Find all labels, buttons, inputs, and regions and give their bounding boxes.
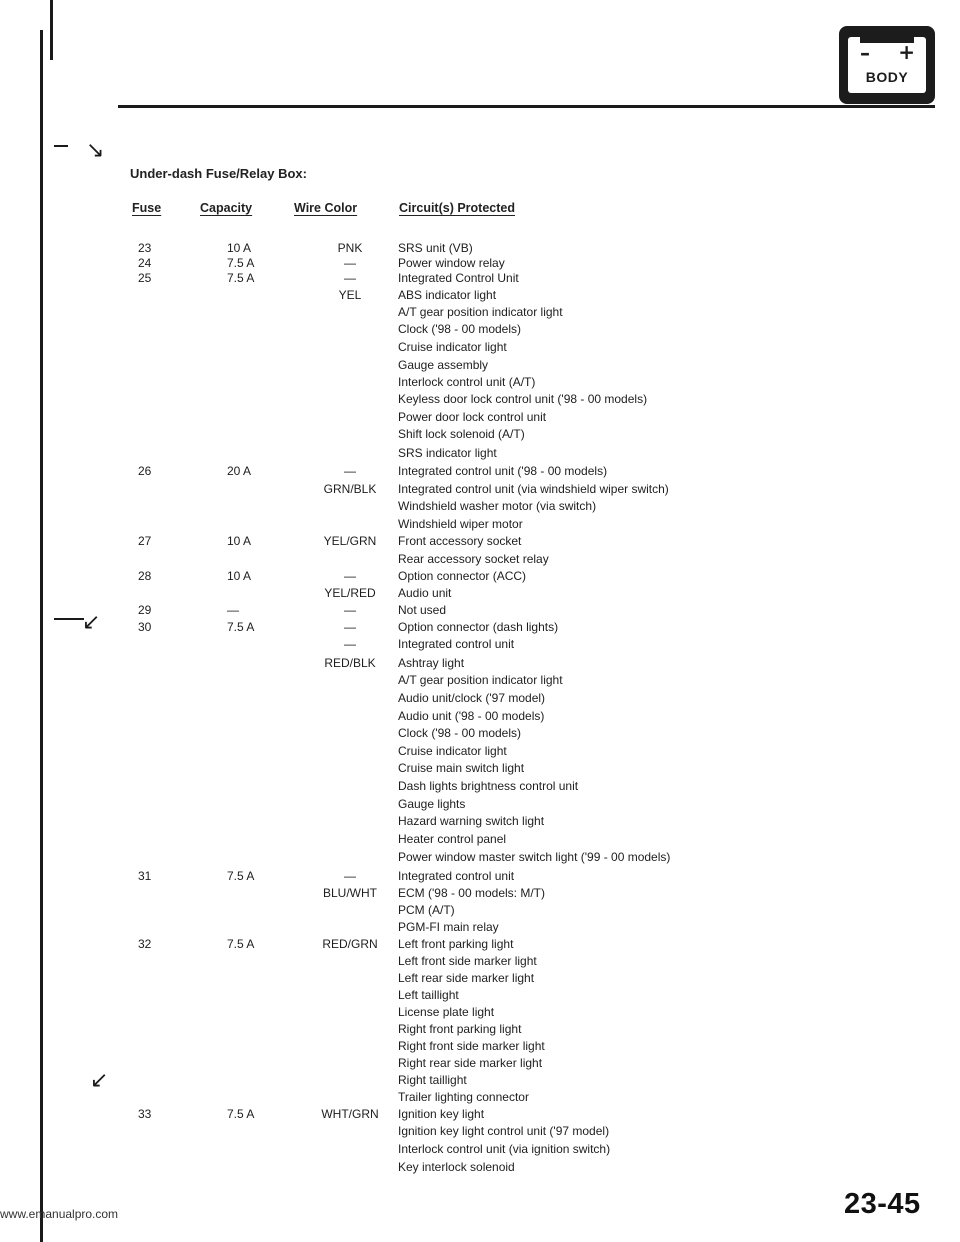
circuit-line: A/T gear position indicator light [398, 673, 563, 687]
circuit-line: PCM (A/T) [398, 903, 455, 917]
circuit-line: Left front parking light [398, 937, 514, 951]
circuit-line: Clock ('98 - 00 models) [398, 726, 521, 740]
fuse-wire-color: BLU/WHT [323, 886, 377, 900]
fuse-capacity: — [227, 603, 239, 617]
fuse-wire-color: YEL/RED [324, 586, 376, 600]
circuit-line: Audio unit [398, 586, 452, 600]
circuit-line: Ignition key light control unit ('97 model) [398, 1124, 610, 1138]
fuse-wire-color: — [344, 869, 356, 883]
body-icon-label: BODY [865, 69, 909, 85]
circuit-line: Right rear side marker light [398, 1056, 543, 1070]
fuse-wire-color: RED/GRN [322, 937, 378, 951]
circuit-line: Windshield washer motor (via switch) [398, 499, 597, 513]
circuit-line: Option connector (dash lights) [398, 620, 559, 634]
fuse-capacity: 20 A [227, 464, 252, 478]
circuit-line: SRS indicator light [398, 446, 497, 460]
circuit-line: Interlock control unit (A/T) [398, 375, 536, 389]
fuse-number: 31 [138, 869, 152, 883]
fuse-number: 29 [138, 603, 152, 617]
page-arrow-icon: ↙ [90, 1068, 109, 1093]
circuit-line: Right taillight [398, 1073, 467, 1087]
page-number: 23-45 [844, 1188, 921, 1220]
circuit-line: Windshield wiper motor [398, 517, 523, 531]
circuit-line: Power door lock control unit [398, 410, 547, 424]
fuse-capacity: 10 A [227, 569, 252, 583]
fuse-wire-color: WHT/GRN [321, 1107, 379, 1121]
circuit-line: Not used [398, 603, 447, 617]
circuit-line: PGM-FI main relay [398, 920, 499, 934]
circuit-line: Audio unit/clock ('97 model) [398, 691, 546, 705]
circuit-line: Integrated control unit ('98 - 00 models) [398, 464, 608, 478]
circuit-line: Right front parking light [398, 1022, 522, 1036]
circuit-line: A/T gear position indicator light [398, 305, 563, 319]
circuit-line: Right front side marker light [398, 1039, 545, 1053]
section-title: Under-dash Fuse/Relay Box: [130, 166, 307, 181]
circuit-line: Heater control panel [398, 832, 507, 846]
circuit-line: Ashtray light [398, 656, 465, 670]
margin-tick [54, 145, 68, 147]
fuse-wire-color: YEL/GRN [323, 534, 377, 548]
circuit-line: Cruise main switch light [398, 761, 525, 775]
column-header-capacity: Capacity [200, 201, 253, 215]
fuse-wire-color: — [344, 620, 356, 634]
fuse-capacity: 7.5 A [227, 869, 255, 883]
plus-icon: + [898, 40, 915, 64]
column-header-fuse: Fuse [132, 201, 162, 215]
fuse-number: 25 [138, 271, 152, 285]
fuse-capacity: 7.5 A [227, 937, 255, 951]
fuse-wire-color: — [344, 603, 356, 617]
fuse-capacity: 10 A [227, 241, 252, 255]
circuit-line: Power window master switch light ('99 - 00 models) [398, 850, 671, 864]
fuse-number: 32 [138, 937, 152, 951]
circuit-line: Integrated control unit [398, 869, 515, 883]
circuit-line: Key interlock solenoid [398, 1160, 515, 1174]
circuit-line: Left taillight [398, 988, 459, 1002]
fuse-number: 28 [138, 569, 152, 583]
body-section-icon [839, 26, 935, 104]
circuit-line: Keyless door lock control unit ('98 - 00 models) [398, 392, 648, 406]
circuit-line: Gauge assembly [398, 358, 489, 372]
circuit-line: SRS unit (VB) [398, 241, 473, 255]
fuse-wire-color: — [344, 464, 356, 478]
fuse-capacity: 10 A [227, 534, 252, 548]
binding-edge-line [50, 0, 53, 60]
minus-icon: – [860, 41, 870, 65]
fuse-wire-color: PNK [337, 241, 363, 255]
fuse-wire-color: YEL [338, 288, 362, 302]
circuit-line: Clock ('98 - 00 models) [398, 322, 521, 336]
fuse-capacity: 7.5 A [227, 271, 255, 285]
page-arrow-icon: ↙ [82, 610, 101, 635]
binding-edge-line [40, 30, 43, 1242]
circuit-line: Audio unit ('98 - 00 models) [398, 709, 545, 723]
watermark-link[interactable]: www.emanualpro.com [0, 1207, 119, 1221]
fuse-number: 30 [138, 620, 152, 634]
fuse-number: 24 [138, 256, 152, 270]
circuit-line: Option connector (ACC) [398, 569, 527, 583]
circuit-line: Integrated control unit [398, 637, 515, 651]
fuse-wire-color: GRN/BLK [323, 482, 377, 496]
circuit-line: Cruise indicator light [398, 744, 507, 758]
fuse-wire-color: RED/BLK [324, 656, 376, 670]
circuit-line: Trailer lighting connector [398, 1090, 529, 1104]
circuit-line: Gauge lights [398, 797, 466, 811]
fuse-capacity: 7.5 A [227, 256, 255, 270]
circuit-line: License plate light [398, 1005, 495, 1019]
column-header-wire-color: Wire Color [294, 201, 358, 215]
fuse-number: 33 [138, 1107, 152, 1121]
circuit-line: Ignition key light [398, 1107, 485, 1121]
margin-tick [54, 618, 84, 620]
circuit-line: Left front side marker light [398, 954, 537, 968]
circuit-line: Hazard warning switch light [398, 814, 545, 828]
circuit-line: Rear accessory socket relay [398, 552, 549, 566]
fuse-capacity: 7.5 A [227, 1107, 255, 1121]
circuit-line: ECM ('98 - 00 models: M/T) [398, 886, 545, 900]
circuit-line: Interlock control unit (via ignition switch) [398, 1142, 611, 1156]
circuit-line: ABS indicator light [398, 288, 497, 302]
circuit-line: Power window relay [398, 256, 505, 270]
circuit-line: Dash lights brightness control unit [398, 779, 579, 793]
fuse-wire-color: — [344, 637, 356, 651]
fuse-number: 23 [138, 241, 152, 255]
circuit-line: Integrated control unit (via windshield wiper switch) [398, 482, 669, 496]
circuit-line: Front accessory socket [398, 534, 522, 548]
page-arrow-icon: ↘ [86, 138, 105, 163]
circuit-line: Shift lock solenoid (A/T) [398, 427, 525, 441]
fuse-wire-color: — [344, 569, 356, 583]
circuit-line: Cruise indicator light [398, 340, 507, 354]
fuse-number: 27 [138, 534, 152, 548]
fuse-capacity: 7.5 A [227, 620, 255, 634]
header-rule [118, 105, 935, 108]
column-header-circuits: Circuit(s) Protected [399, 201, 515, 215]
fuse-number: 26 [138, 464, 152, 478]
fuse-wire-color: — [344, 271, 356, 285]
circuit-line: Integrated Control Unit [398, 271, 519, 285]
circuit-line: Left rear side marker light [398, 971, 535, 985]
fuse-wire-color: — [344, 256, 356, 270]
